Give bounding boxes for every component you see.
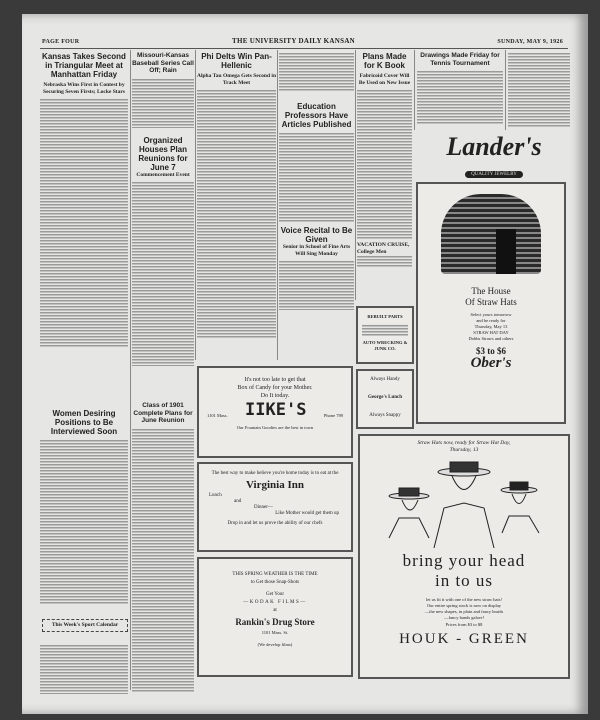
column-rule <box>355 50 356 300</box>
ikes-text: Box of Candy for your Mother. <box>237 385 313 391</box>
georges-lunch-ad[interactable] <box>356 369 414 429</box>
ikes-text: It's not too late to get that <box>244 377 306 383</box>
virginia-dinner: Dinner— <box>254 505 273 510</box>
houk-green-ad[interactable] <box>358 434 570 679</box>
virginia-lunch: Lunch <box>209 493 222 498</box>
article-kansas-meet: Kansas Takes Second in Triangular Meet at Manhattan Friday Nebraska Wins First in Contest by Securing Seven Firsts; Locke Stars <box>40 52 128 348</box>
obers-text: and be ready for <box>476 318 506 323</box>
obers-text: Select yours tomorrow <box>470 312 512 317</box>
rankin-text: at <box>273 608 277 613</box>
obers-text: STRAW HAT DAY <box>473 330 509 335</box>
article-women-positions: Women Desiring Positions to Be Interviewed Soon <box>40 409 128 604</box>
ikes-ad[interactable] <box>197 366 353 458</box>
virginia-mother: Like Mother would get them up <box>275 511 339 516</box>
article-k-book: Plans Made for K Book Fabricoid Cover Will Be Used on New Issue VACATION CRUISE, College Men <box>357 52 412 267</box>
landers-tagline: QUALITY JEWELRY <box>465 171 523 178</box>
landers-logo: Lander's <box>446 132 542 161</box>
houk-green-logo: HOUK - GREEN <box>399 631 529 647</box>
page-number: PAGE FOUR <box>42 39 80 45</box>
column-rule <box>505 50 506 130</box>
masthead-date: SUNDAY, MAY 9, 1926 <box>497 39 563 45</box>
ikes-address: 1101 Mass. <box>207 413 228 418</box>
sport-calendar-box: This Week's Sport Calendar <box>42 619 128 632</box>
landers-ad[interactable] <box>416 132 572 180</box>
article-education: Education Professors Have Articles Published Voice Recital to Be Given Senior in School of Fine Arts Will Sing Monday <box>279 52 354 310</box>
rankin-films: —KODAK FILMS— <box>243 600 307 605</box>
obers-title: The House <box>471 286 511 296</box>
article-tennis-pairings <box>508 52 570 128</box>
calendar-text <box>40 644 128 694</box>
george-name: George's Lunch <box>367 395 403 400</box>
ikes-text: Do It today. <box>260 393 290 399</box>
george-slogan: Always Snappy <box>369 413 401 418</box>
parts-company: AUTO WRECKING & JUNK CO. <box>362 340 408 351</box>
article-phi-delts: Phi Delts Win Pan-Hellenic Alpha Tau Omega Gets Second in Track Meet <box>197 52 276 339</box>
houk-headline: in to us <box>434 571 494 590</box>
obers-text: Dobbs Straws and others <box>468 336 514 341</box>
rankin-text: Get Your <box>265 592 285 597</box>
virginia-and: and <box>234 499 242 504</box>
rankin-address: 1101 Mass. St. <box>261 630 289 635</box>
column-rule <box>277 50 278 360</box>
virginia-name: Virginia Inn <box>246 479 304 491</box>
obers-logo: Ober's <box>470 355 512 371</box>
article-baseball: Missouri-Kansas Baseball Series Call Off; Rain Organized Houses Plan Reunions for June 7 Commencement Event <box>132 52 194 366</box>
george-slogan: Always Handy <box>370 377 400 382</box>
houk-body: Our entire spring stock is now on display <box>426 603 502 608</box>
masthead-title: THE UNIVERSITY DAILY KANSAN <box>232 37 356 45</box>
houk-prices: Prices from $3 to $8 <box>445 622 483 627</box>
parts-title: REBUILT PARTS <box>367 314 403 319</box>
ikes-phone: Phone 789 <box>323 413 343 418</box>
column-rule <box>130 50 131 690</box>
houk-body: —the new shapes, in plain and fancy braids <box>424 609 504 614</box>
houk-headline: bring your head <box>402 551 526 570</box>
article-tennis: Drawings Made Friday for Tennis Tournament <box>417 52 503 125</box>
rebuilt-parts-ad[interactable] <box>356 306 414 364</box>
column-rule <box>414 50 415 130</box>
rankin-text: to Get those Snap-Shots <box>250 580 300 585</box>
rankin-text: THIS SPRING WEATHER IS THE TIME <box>232 572 318 577</box>
obers-ad[interactable] <box>416 182 566 424</box>
houk-top: Thursday, 13 <box>449 447 479 453</box>
houk-body: —fancy bands galore! <box>444 615 484 620</box>
obers-price: $3 to $6 <box>476 346 506 356</box>
men-in-straw-hats-illustration <box>374 458 554 548</box>
rankins-drug-store-ad[interactable] <box>197 557 353 677</box>
virginia-inn-ad[interactable] <box>197 462 353 552</box>
masthead-rule <box>40 48 568 49</box>
ikes-footer: Our Fountain Goodies are the best in town <box>236 425 314 430</box>
rankin-name: Rankin's Drug Store <box>235 617 315 627</box>
houk-body: let us fit it with one of the new straw hats! <box>426 597 502 602</box>
ikes-logo: IIKE'S <box>245 400 307 420</box>
obers-text: Thursday, May 13 <box>474 324 508 329</box>
newspaper-page <box>22 14 588 714</box>
obers-title: Of Straw Hats <box>465 297 517 307</box>
rankin-note: (We develop films) <box>257 642 293 647</box>
column-rule <box>195 50 196 360</box>
houk-top: Straw Hats now, ready for Straw Hat Day, <box>417 440 511 446</box>
straw-hat-house-illustration <box>441 194 541 274</box>
virginia-intro: The best way to make believe you're home today is to eat at the <box>211 471 339 476</box>
article-class-1901: Class of 1901 Complete Plans for June Reunion <box>132 402 194 693</box>
virginia-footer: Drop in and let us prove the ability of our chefs <box>227 521 323 526</box>
